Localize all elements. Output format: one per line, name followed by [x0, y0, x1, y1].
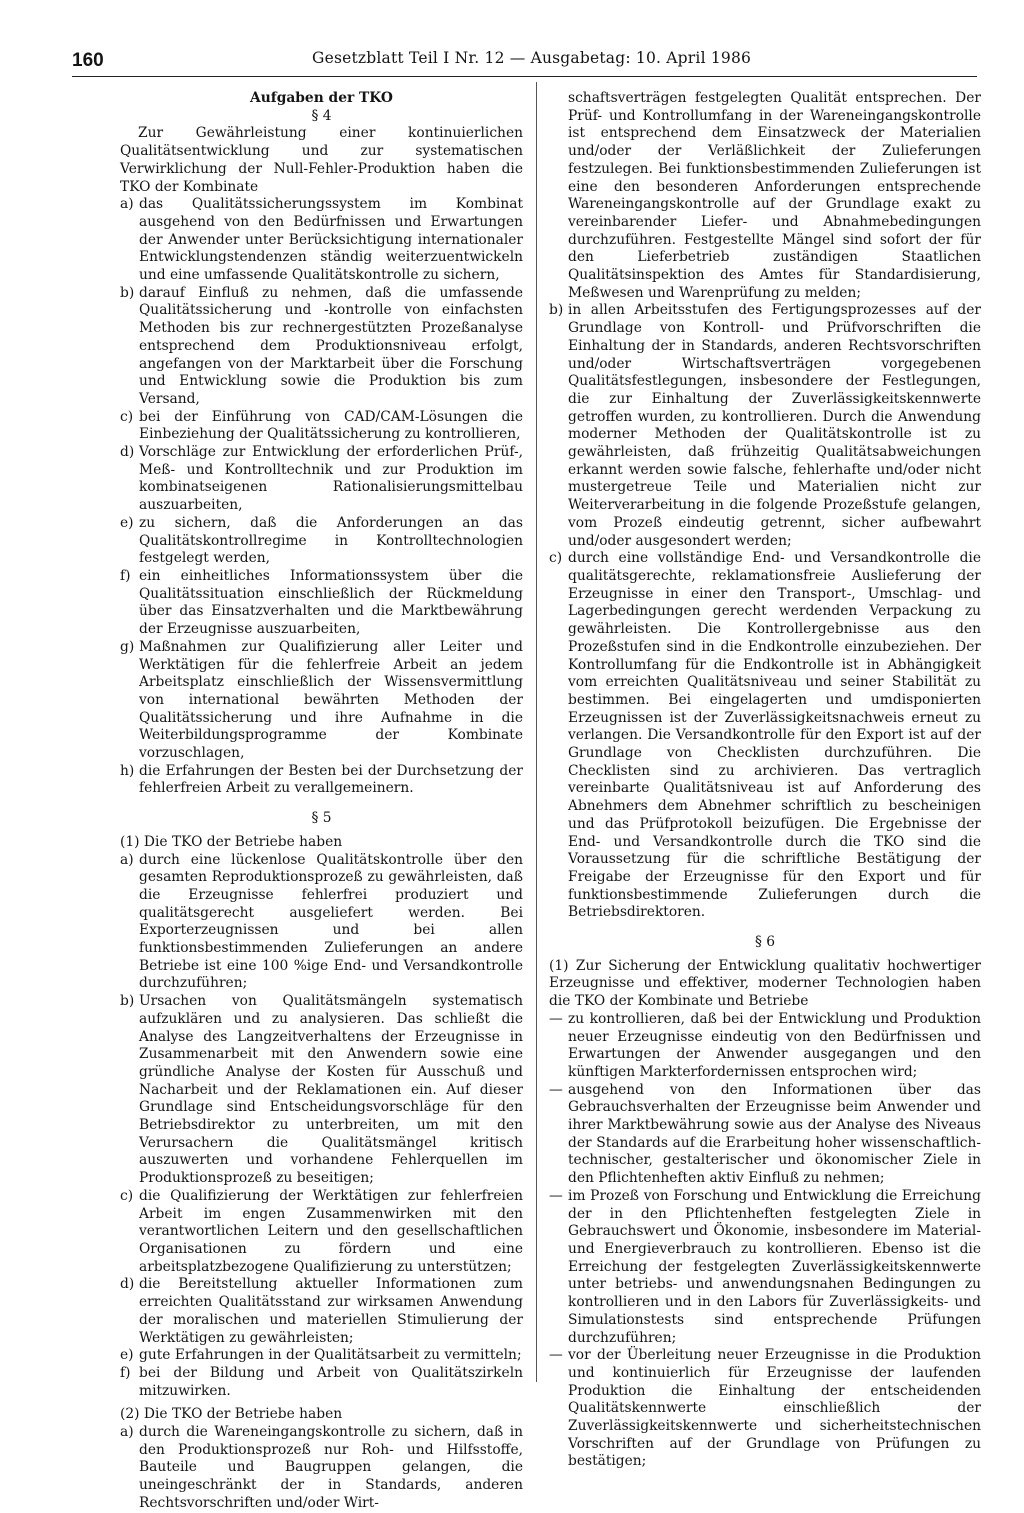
gazette-title: Gesetzblatt Teil I Nr. 12 — Ausgabetag: 10. April 1986 — [312, 49, 752, 67]
s5-p2-item-a — [120, 1424, 523, 1513]
item-label: d) — [120, 1276, 135, 1293]
item-label: a) — [120, 851, 134, 868]
item-text: das Qualitätssicherungssystem im Kombinat ausgehend von den Bedürfnissen und Erwartungen der Anwender unter Berücksichtigung internationaler Entwicklungstendenzen ständig weiterzuentwickeln und eine umfassende Qualitätskontrolle zu sichern, — [139, 196, 523, 284]
item-text: ein einheitliches Informationssystem über die Qualitätssituation einschließlich der Rückmeldung über das Einsatzverhalten und die Marktbewährung der Erzeugnisse auszuarbeiten, — [139, 567, 523, 638]
item-text: durch eine lückenlose Qualitätskontrolle über den gesamten Reproduktionsprozeß zu gewährleisten, daß die Erzeugnisse fehlerfrei produziert und qualitätsgerecht ausgeliefert werden. Bei Exporterzeugnissen und bei allen funktionsbestimmenden Zulieferungen an andere Betriebe ist eine 100 %ige End- und Versandkontrolle durchzuführen; — [139, 851, 523, 992]
item-label: b) — [120, 993, 135, 1010]
s4-item-f — [120, 568, 523, 639]
item-label: h) — [120, 762, 135, 779]
s4-item-h — [120, 763, 523, 798]
item-text: durch die Wareneingangskontrolle zu sichern, daß in den Produktionsprozeß nur Roh- und Hilfsstoffe, Bauteile und Baugruppen gelangen, die uneingeschränkt der in Standards, anderen Rechtsvorschriften und/oder Wirt- — [139, 1424, 523, 1511]
s5-item-a — [120, 852, 523, 994]
paragraph-heading-4: § 4 — [311, 107, 332, 124]
item-label: d) — [120, 444, 135, 461]
item-text: ausgehend von den Informationen über das Gebrauchsverhalten der Erzeugnisse beim Anwender und ihrer Marktbewährung sowie aus der Analyse des Niveaus der Standards auf die Erarbeitung hoher wissenschaftlich-technischer, gestalterischer und ökonomischer Ziele in den Pflichtenheften aktiv Einfluß zu nehmen; — [568, 1081, 981, 1187]
s5-p1-intro: (1) Die TKO der Betriebe haben — [120, 833, 343, 850]
header-rule — [72, 76, 977, 77]
item-text: bei der Bildung und Arbeit von Qualitätszirkeln mitzuwirken. — [139, 1364, 523, 1399]
item-label: a) — [120, 196, 134, 213]
s5-item-d — [120, 1276, 523, 1347]
s4-intro: Zur Gewährleistung einer kontinuierlichen Qualitätsentwicklung und zur systematischen Verwirklichung der Null-Fehler-Produktion haben die TKO der Kombinate — [120, 125, 523, 195]
s5-item-e — [120, 1347, 523, 1365]
item-text: vor der Überleitung neuer Erzeugnisse in die Produktion und kontinuierlich für Erzeugnisse der laufenden Produktion die Einhaltung der entscheidenden Qualitätskennwerte einschließlich der Zuverlässigkeitskennwerte und sicherheitstechnischen Vorschriften auf der Grundlage von Prüfungen zu bestätigen; — [568, 1347, 981, 1470]
s4-item-a — [120, 196, 523, 285]
item-text: die Qualifizierung der Werktätigen zur fehlerfreien Arbeit im engen Zusammenwirken mit den verantwortlichen Leitern und den gesellschaftlichen Organisationen zu fördern und eine arbeitsplatzbezogene Qualifizierung zu unterstützen; — [139, 1187, 523, 1275]
item-label: b) — [549, 302, 564, 319]
item-label: b) — [120, 284, 135, 301]
item-label: e) — [120, 1347, 134, 1364]
column-rule — [536, 82, 537, 1382]
item-text: Vorschläge zur Entwicklung der erforderlichen Prüf-, Meß- und Kontrolltechnik und zur Produktion im kombinatseigenen Rationalisierungsmittelbau auszuarbeiten, — [139, 444, 523, 514]
s4-item-b — [120, 285, 523, 409]
item-label: c) — [120, 1187, 134, 1204]
item-text: Maßnahmen zur Qualifizierung aller Leiter und Werktätigen für die fehlerfreie Arbeit an jedem Arbeitsplatz einschließlich der Wissensvermittlung von international bewährten Methoden der Qualitätssicherung und ihre Aufnahme in die Weiterbildungsprogramme der Kombinate vorzuschlagen, — [139, 638, 523, 762]
item-text: zu sichern, daß die Anforderungen an das Qualitätskontrollregime in Kontrolltechnologien festgelegt werden, — [139, 514, 523, 567]
s5-p2-item-a-continuation: schaftsverträgen festgelegten Qualität entsprechen. Der Prüf- und Kontrollumfang in der Wareneingangskontrolle ist entsprechend dem Einsatzweck der Materialien und/oder der Verläßlichkeit der Zulieferungen festzulegen. Bei funktionsbestimmenden Zulieferungen ist eine den besonderen Anforderungen entsprechende Wareneingangskontrolle auf der Grundlage exakt zu vereinbarender Liefer- und Abnahmebedingungen durchzuführen. Festgestellte Mängel sind sofort der für den Lieferbetrieb zuständigen Staatlichen Qualitätsinspektion des Amtes für Standardisierung, Meßwesen und Warenprüfung zu melden; — [568, 90, 981, 301]
left-column — [120, 90, 523, 1513]
item-text: zu kontrollieren, daß bei der Entwicklung und Produktion neuer Erzeugnisse eindeutig von den Bedürfnissen und Erwartungen der Anwender ausgegangen und den künftigen Markterfordernissen entsprochen wird; — [568, 1010, 981, 1080]
section-title: Aufgaben der TKO — [250, 90, 393, 106]
item-text: darauf Einfluß zu nehmen, daß die umfassende Qualitätssicherung und -kontrolle von einfachsten Methoden bis zur rechnergestützten Prozeßanalyse entsprechend dem Produktionsniveau erfolgt, angefangen von der Marktarbeit über die Forschung und Entwicklung sowie die Produktion bis zum Versand, — [139, 284, 523, 407]
s5-item-f — [120, 1365, 523, 1400]
item-label: c) — [549, 550, 563, 567]
dash-label: — — [549, 1010, 563, 1027]
s4-item-c — [120, 409, 523, 444]
item-label: f) — [120, 1364, 131, 1381]
dash-label: — — [549, 1187, 563, 1204]
item-label: g) — [120, 638, 135, 655]
item-label: e) — [120, 514, 134, 531]
item-text: durch eine vollständige End- und Versandkontrolle die qualitätsgerechte, reklamationsfreie Auslieferung der Erzeugnisse in einer den Transport-, Umschlag- und Lagerbedingungen gerecht werdenden Verpackung zu gewährleisten. Die Kontrollergebnisse aus den Prozeßstufen sind in die Endkontrolle einzubeziehen. Der Kontrollumfang für die Endkontrolle ist in Abhängigkeit vom erreichten Qualitätsniveau und seiner Stabilität zu bestimmen. Bei eingelagerten und umdisponierten Erzeugnissen ist der Zuverlässigkeitsnachweis erneut zu verlangen. Die Versandkontrolle für den Export ist auf der Grundlage von Checklisten durchzuführen. Die Checklisten sind zu archivieren. Das vertraglich vereinbarte Qualitätsniveau ist auf Anforderung des Abnehmers dem Abnehmer schriftlich zu bescheinigen und das Prüfprotokoll beizufügen. Die Ergebnisse der End- und Versandkontrolle durch die TKO sind die Voraussetzung für die schriftliche Bestätigung der Freigabe der Erzeugnisse für den Export und für funktionsbestimmende Zulieferungen durch die Betriebsdirektoren. — [568, 550, 981, 921]
item-text: im Prozeß von Forschung und Entwicklung die Erreichung der in den Pflichtenheften festgelegten Ziele in Gebrauchswert und Ökonomie, insbesondere im Material- und Energieverbrauch zu kontrollieren. Ebenso ist die Erreichung der festgelegten Zuverlässigkeitskennwerte unter betriebs- und anwendungsnahen Bedingungen zu kontrollieren und in den Labors für Zuverlässigkeits- und Simulationstests sind entsprechende Prüfungen durchzuführen; — [568, 1187, 981, 1346]
s6-dash-item-1 — [549, 1011, 981, 1082]
s5-p2-item-b — [549, 302, 981, 550]
s5-item-c — [120, 1188, 523, 1277]
s6-dash-item-2 — [549, 1082, 981, 1188]
item-text: bei der Einführung von CAD/CAM-Lösungen die Einbeziehung der Qualitätssicherung zu kontrollieren, — [139, 408, 523, 443]
dash-label: — — [549, 1081, 563, 1098]
s6-intro: (1) Zur Sicherung der Entwicklung qualitativ hochwertiger Erzeugnisse und effektiver, moderner Technologien haben die TKO der Kombinate und Betriebe — [549, 957, 981, 1010]
s5-p2-item-c — [549, 550, 981, 922]
s6-dash-item-4 — [549, 1347, 981, 1471]
paragraph-heading-5: § 5 — [311, 810, 332, 827]
s6-dash-item-3 — [549, 1188, 981, 1347]
page-header — [72, 40, 977, 80]
item-text: die Bereitstellung aktueller Informationen zum erreichten Qualitätsstand zur wirksamen Anwendung der moralischen und materiellen Stimulierung der Werktätigen zu gewährleisten; — [139, 1276, 523, 1346]
item-text: Ursachen von Qualitätsmängeln systematisch aufzuklären und zu analysieren. Das schließt die Analyse des Langzeitverhaltens der Erzeugnisse in Zusammenarbeit mit den Anwendern sowie eine gründliche Analyse der Kosten für Ausschuß und Nacharbeit und der Reklamationen ein. Auf dieser Grundlage sind Entscheidungsvorschläge für den Betriebsdirektor zu unterbreiten, um mit den Verursachern die Qualitätsmängel kritisch auszuwerten und vorhandene Fehlerquellen im Produktionsprozeß zu beseitigen; — [139, 993, 523, 1187]
item-text: gute Erfahrungen in der Qualitätsarbeit zu vermitteln; — [139, 1347, 522, 1364]
page-number: 160 — [72, 50, 104, 71]
item-label: a) — [120, 1424, 134, 1441]
item-label: c) — [120, 408, 134, 425]
s4-item-g — [120, 639, 523, 763]
dash-label: — — [549, 1347, 563, 1364]
s4-item-d — [120, 444, 523, 515]
paragraph-heading-6: § 6 — [754, 934, 776, 951]
item-text: in allen Arbeitsstufen des Fertigungsprozesses auf der Grundlage von Kontroll- und Prüfvorschriften die Einhaltung der in Standards, anderen Rechtsvorschriften und/oder Wirtschaftsverträgen vorgegebenen Qualitätsfestlegungen, insbesondere der Festlegungen, die zur Einhaltung der Zuverlässigkeitskennwerte getroffen wurden, zu kontrollieren. Durch die Anwendung moderner Methoden der Qualitätskontrolle ist zu gewährleisten, daß frühzeitig Qualitätsabweichungen erkannt werden sowie falsche, fehlerhafte und/oder nicht mustergetreue Teile und Materialien nicht zur Weiterverarbeitung in die folgende Prozeßstufe gelangen, vom Prozeß eindeutig getrennt, sicher aufbewahrt und/oder ausgesondert werden; — [568, 302, 981, 549]
right-column — [549, 90, 981, 1471]
s5-item-b — [120, 993, 523, 1188]
s5-p2-intro: (2) Die TKO der Betriebe haben — [120, 1406, 343, 1423]
item-label: f) — [120, 567, 131, 584]
s4-item-e — [120, 515, 523, 568]
item-text: die Erfahrungen der Besten bei der Durchsetzung der fehlerfreien Arbeit zu verallgemeinern. — [139, 762, 523, 797]
